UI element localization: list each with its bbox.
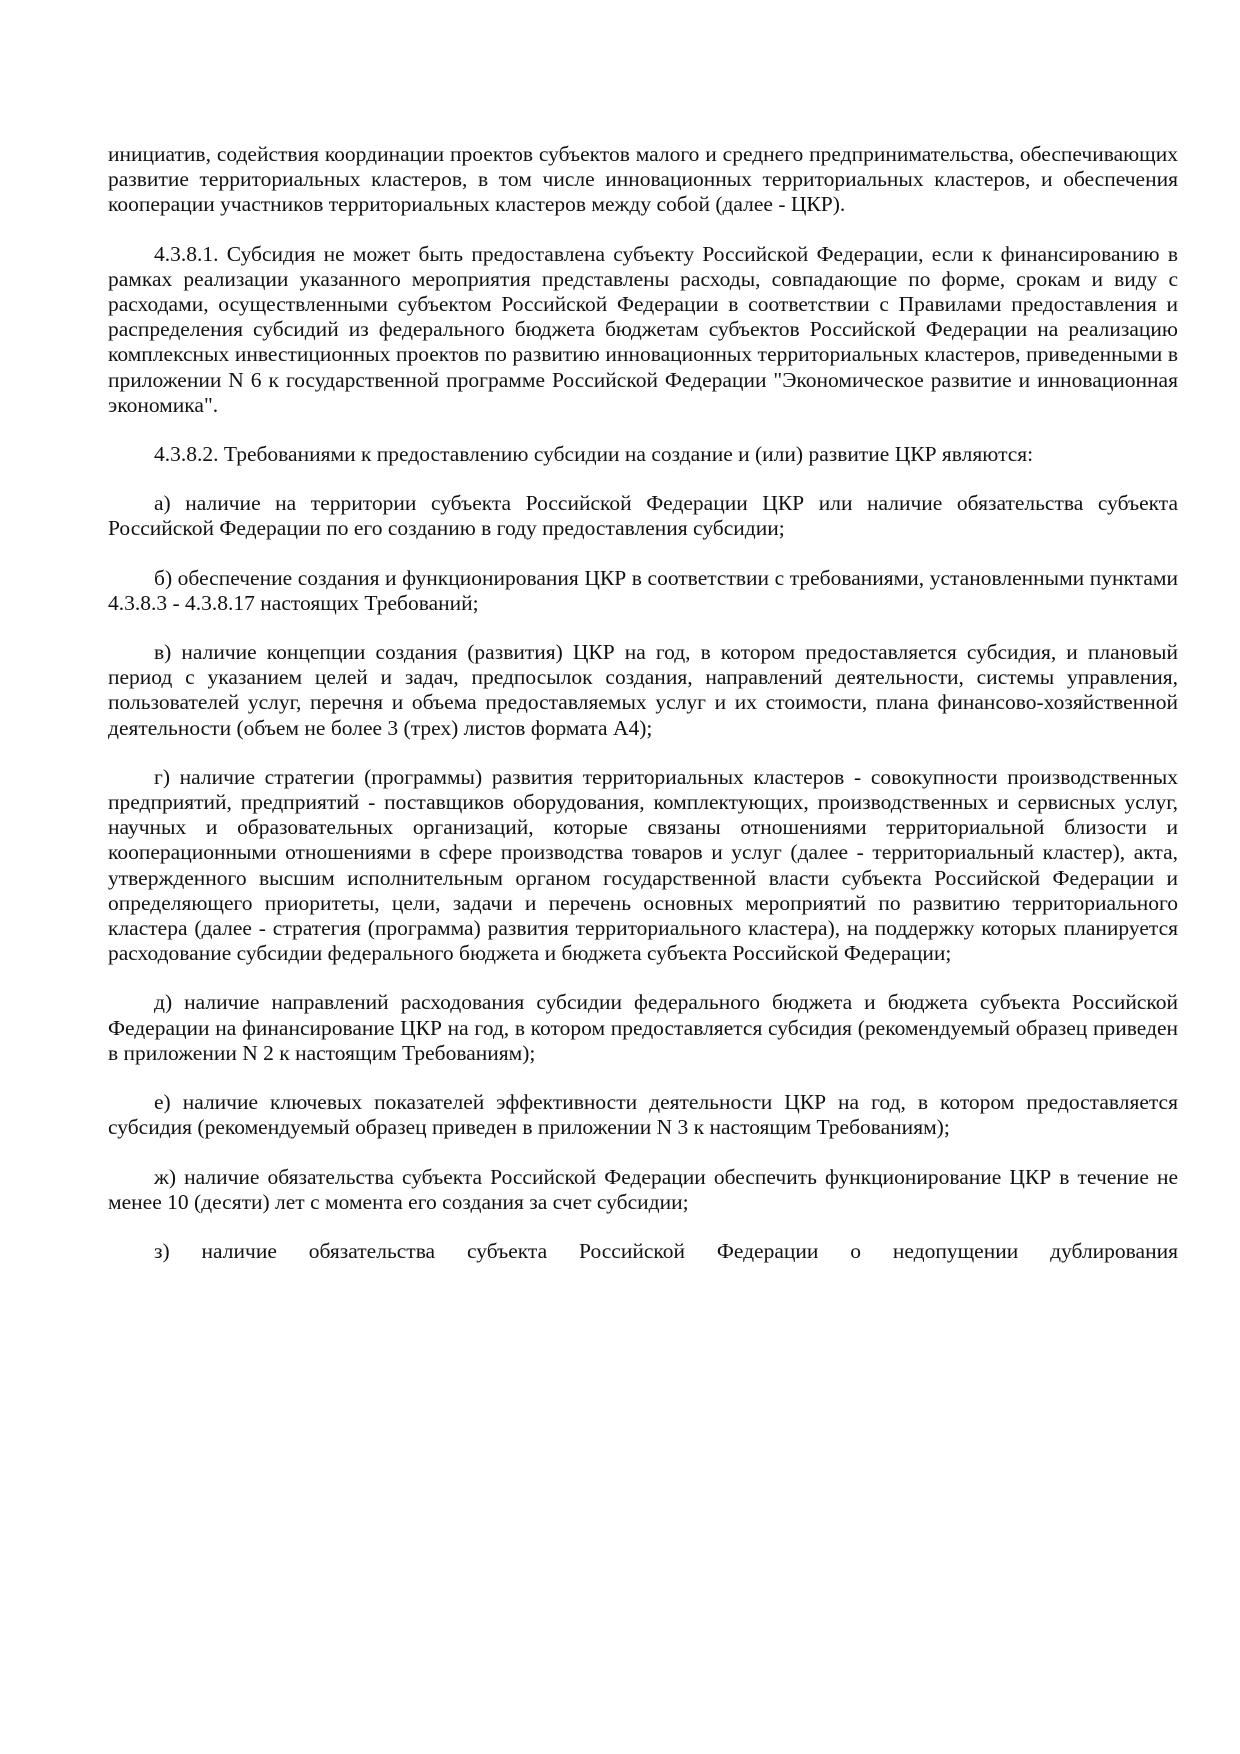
- list-item-a: а) наличие на территории субъекта Российской Федерации ЦКР или наличие обязательства субъекта Российской Федерации по его созданию в году предоставления субсидии;: [108, 491, 1178, 541]
- list-item-z: з) наличие обязательства субъекта Российской Федерации о недопущении дублирования: [154, 1238, 1178, 1263]
- paragraph-4-3-8-2: 4.3.8.2. Требованиями к предоставлению субсидии на создание и (или) развитие ЦКР являются:: [154, 442, 1034, 467]
- paragraph-4-3-8-1: 4.3.8.1. Субсидия не может быть предоставлена субъекту Российской Федерации, если к финансированию в рамках реализации указанного мероприятия представлены расходы, совпадающие по форме, срокам и виду с расходами, осуществленными субъектом Российской Федерации в соответствии с Правилами предоставления и распределения субсидий из федерального бюджета бюджетам субъектов Российской Федерации на реализацию комплексных инвестиционных проектов по развитию инновационных территориальных кластеров, приведенными в приложении N 6 к государственной программе Российской Федерации "Экономическое развитие и инновационная экономика".: [108, 241, 1178, 417]
- list-item-g: г) наличие стратегии (программы) развития территориальных кластеров - совокупности производственных предприятий, предприятий - поставщиков оборудования, комплектующих, производственных и сервисных услуг, научных и образовательных организаций, которые связаны отношениями территориальной близости и кооперационными отношениями в сфере производства товаров и услуг (далее - территориальный кластер), акта, утвержденного высшим исполнительным органом государственной власти субъекта Российской Федерации и определяющего приоритеты, цели, задачи и перечень основных мероприятий по развитию территориального кластера (далее - стратегия (программа) развития территориального кластера), на поддержку которых планируется расходование субсидии федерального бюджета и бюджета субъекта Российской Федерации;: [108, 764, 1178, 966]
- list-item-v: в) наличие концепции создания (развития) ЦКР на год, в котором предоставляется субсидия, и плановый период с указанием целей и задач, предпосылок создания, направлений деятельности, системы управления, пользователей услуг, перечня и объема предоставляемых услуг и их стоимости, плана финансово-хозяйственной деятельности (объем не более 3 (трех) листов формата А4);: [108, 640, 1178, 740]
- list-item-zh: ж) наличие обязательства субъекта Российской Федерации обеспечить функционирование ЦКР в течение не менее 10 (десяти) лет с момента его создания за счет субсидии;: [108, 1164, 1178, 1214]
- list-item-b: б) обеспечение создания и функционирования ЦКР в соответствии с требованиями, установленными пунктами 4.3.8.3 - 4.3.8.17 настоящих Требований;: [108, 565, 1178, 615]
- list-item-d: д) наличие направлений расходования субсидии федерального бюджета и бюджета субъекта Российской Федерации на финансирование ЦКР на год, в котором предоставляется субсидия (рекомендуемый образец приведен в приложении N 2 к настоящим Требованиям);: [108, 990, 1178, 1065]
- paragraph-intro-continuation: инициатив, содействия координации проектов субъектов малого и среднего предпринимательства, обеспечивающих развитие территориальных кластеров, в том числе инновационных территориальных кластеров, и обеспечения кооперации участников территориальных кластеров между собой (далее - ЦКР).: [108, 142, 1178, 217]
- document-page: [108, 142, 1178, 1288]
- list-item-e: е) наличие ключевых показателей эффективности деятельности ЦКР на год, в котором предоставляется субсидия (рекомендуемый образец приведен в приложении N 3 к настоящим Требованиям);: [108, 1090, 1178, 1140]
